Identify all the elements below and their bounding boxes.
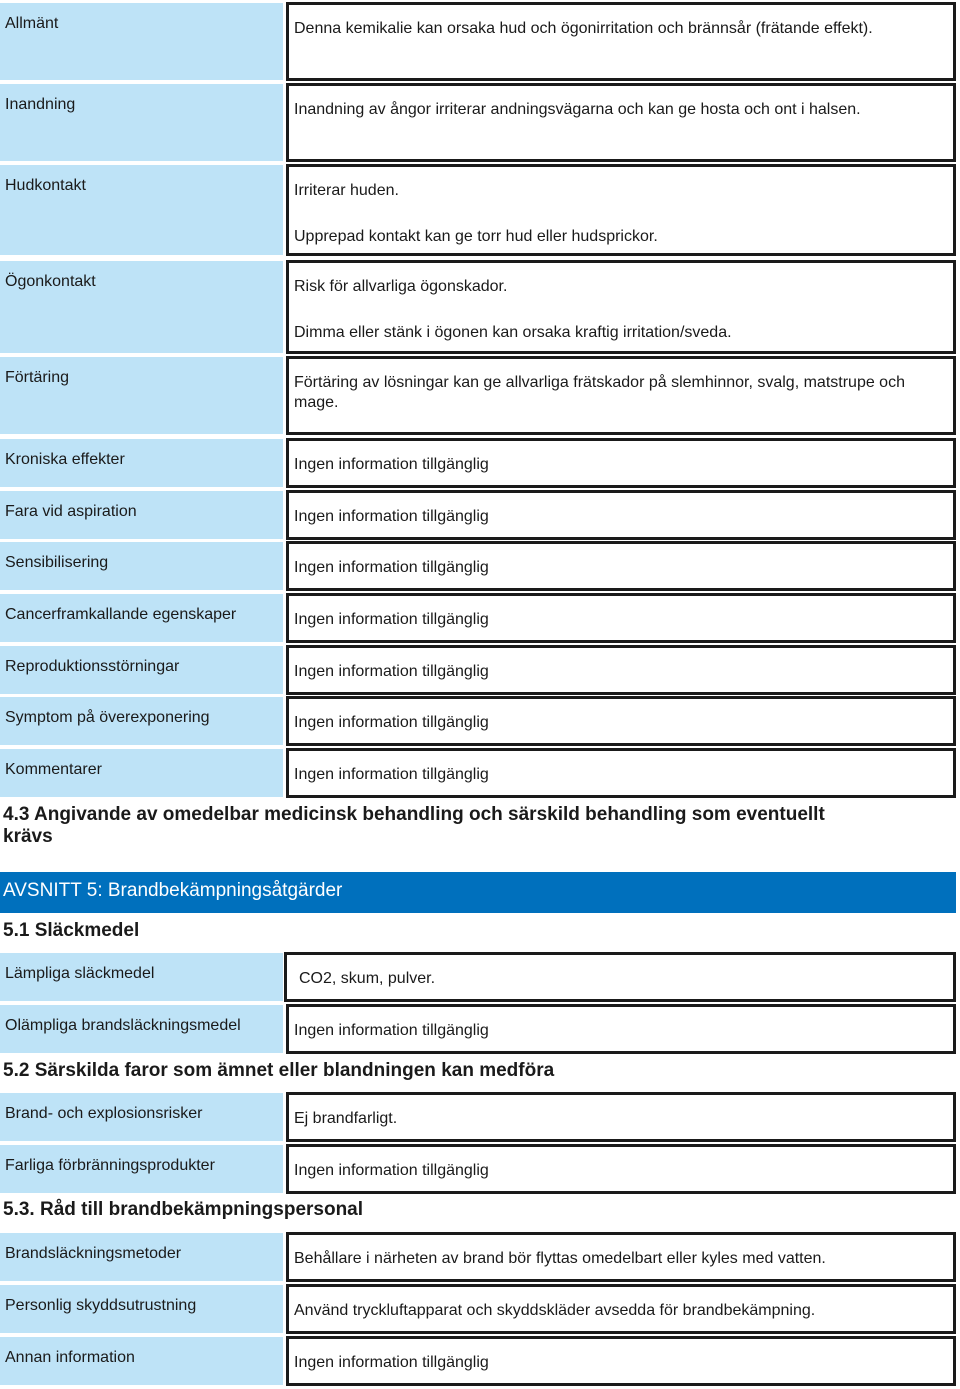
heading-5-1: 5.1 Släckmedel <box>3 920 140 941</box>
row-label: Brandsläckningsmetoder <box>0 1233 283 1281</box>
row-value <box>286 83 956 162</box>
row-value <box>286 1004 956 1054</box>
row-value <box>286 1284 956 1334</box>
row-value-text: Ingen information tillgänglig <box>294 1354 489 1371</box>
row-label: Fara vid aspiration <box>0 491 283 539</box>
row-label: Brand- och explosionsrisker <box>0 1093 283 1141</box>
row-value-text: Ingen information tillgänglig <box>294 1022 489 1039</box>
row-value-text: Inandning av ångor irriterar andningsvägarna och kan ge hosta och ont i halsen. <box>294 101 861 118</box>
row-value-text: Ingen information tillgänglig <box>294 508 489 525</box>
row-value <box>286 438 956 488</box>
row-label: Cancerframkallande egenskaper <box>0 594 283 642</box>
row-label: Reproduktionsstörningar <box>0 646 283 694</box>
row-label: Hudkontakt <box>0 165 283 255</box>
row-value-text: Ingen information tillgänglig <box>294 456 489 473</box>
row-value-text: Ingen information tillgänglig <box>294 766 489 783</box>
row-value <box>286 593 956 643</box>
row-value-text: Risk för allvarliga ögonskador. <box>294 278 508 295</box>
row-value-text: Upprepad kontakt kan ge torr hud eller hudsprickor. <box>294 228 658 245</box>
row-label: Symptom på överexponering <box>0 697 283 745</box>
row-value-text: Ingen information tillgänglig <box>294 714 489 731</box>
row-value-text: Ingen information tillgänglig <box>294 663 489 680</box>
row-value-text: Ej brandfarligt. <box>294 1110 398 1127</box>
row-value <box>286 748 956 798</box>
row-value-text: Behållare i närheten av brand bör flyttas omedelbart eller kyles med vatten. <box>294 1250 826 1267</box>
row-value <box>284 952 956 1002</box>
row-label: Ögonkontakt <box>0 261 283 353</box>
section-5-title: AVSNITT 5: Brandbekämpningsåtgärder <box>0 872 956 913</box>
row-value-text: Ingen information tillgänglig <box>294 611 489 628</box>
row-label: Olämpliga brandsläckningsmedel <box>0 1005 283 1053</box>
row-value <box>286 1232 956 1282</box>
row-label: Personlig skyddsutrustning <box>0 1285 283 1333</box>
row-value-text: Ingen information tillgänglig <box>294 559 489 576</box>
row-label: Annan information <box>0 1337 283 1385</box>
row-value-text: Denna kemikalie kan orsaka hud och ögonirritation och brännsår (frätande effekt). <box>294 20 873 37</box>
heading-5-3: 5.3. Råd till brandbekämpningspersonal <box>3 1199 364 1220</box>
heading-4-3: 4.3 Angivande av omedelbar medicinsk behandling och särskild behandling som eventuellt krävs <box>3 804 825 847</box>
row-label: Farliga förbränningsprodukter <box>0 1145 283 1193</box>
row-value-text: Dimma eller stänk i ögonen kan orsaka kraftig irritation/sveda. <box>294 324 732 341</box>
row-value <box>286 1144 956 1194</box>
row-value-text: Förtäring av lösningar kan ge allvarliga frätskador på slemhinnor, svalg, matstrupe och mage. <box>294 374 905 411</box>
row-label: Förtäring <box>0 357 283 434</box>
row-value <box>286 1336 956 1386</box>
row-value <box>286 164 956 256</box>
row-value-text: CO2, skum, pulver. <box>299 970 436 987</box>
row-label: Inandning <box>0 84 283 161</box>
row-value <box>286 2 956 81</box>
row-value-text: Ingen information tillgänglig <box>294 1162 489 1179</box>
row-value-text: Använd tryckluftapparat och skyddskläder avsedda för brandbekämpning. <box>294 1302 816 1319</box>
row-label: Lämpliga släckmedel <box>0 953 283 1001</box>
row-value <box>286 696 956 746</box>
row-value <box>286 645 956 695</box>
row-value <box>286 1092 956 1142</box>
row-value-text: Irriterar huden. <box>294 182 399 199</box>
row-value <box>286 490 956 540</box>
heading-5-2: 5.2 Särskilda faror som ämnet eller blandningen kan medföra <box>3 1060 555 1081</box>
row-label: Kroniska effekter <box>0 439 283 487</box>
row-label: Allmänt <box>0 3 283 80</box>
row-label: Kommentarer <box>0 749 283 797</box>
row-value <box>286 541 956 591</box>
row-value <box>286 356 956 435</box>
row-value <box>286 260 956 354</box>
row-label: Sensibilisering <box>0 542 283 590</box>
